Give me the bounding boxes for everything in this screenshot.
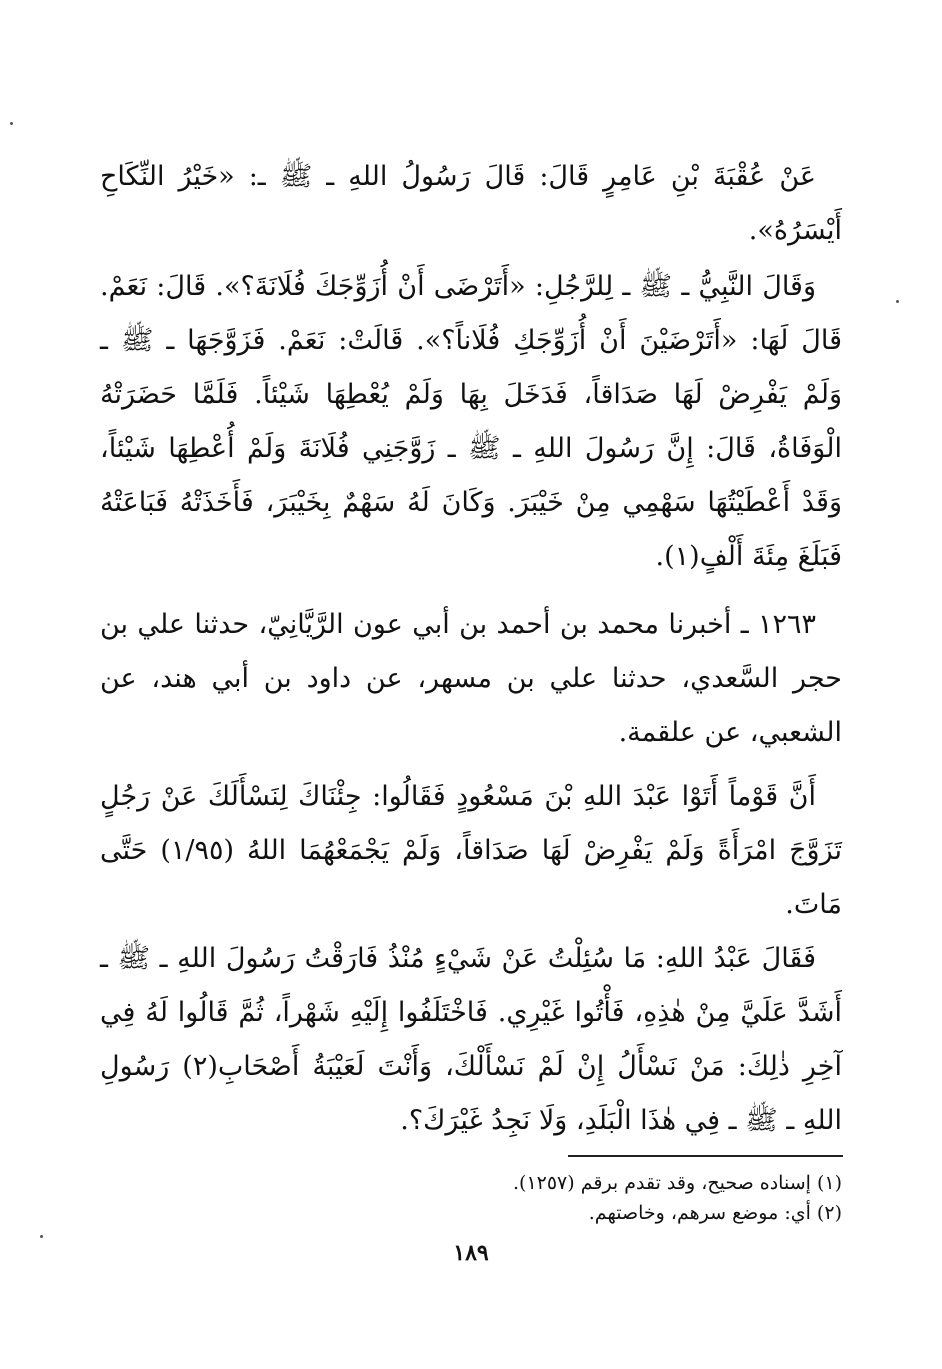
footnote-2: (٢) أي: موضع سرهم، وخاصتهم. [588, 1202, 842, 1224]
paragraph-abdullah-answer: فَقَالَ عَبْدُ اللهِ: مَا سُئِلْتُ عَنْ شَيْءٍ مُنْذُ فَارَقْتُ رَسُولَ اللهِ ـ ﷺ ـ أَشَدَّ عَلَيَّ مِنْ هٰذِهِ، فَأْتُوا غَيْرِي. فَاخْتَلَفُوا إِلَيْهِ شَهْراً، ثُمَّ قَالُوا لَهُ فِي آخِرِ ذٰلِكَ: مَنْ نَسْأَلُ إِنْ لَمْ نَسْأَلْكَ، وَأَنْتَ لَعَيْبَةُ أَصْحَابِ(٢) رَسُولِ اللهِ ـ ﷺ ـ فِي هٰذَا الْبَلَدِ، وَلَا نَجِدُ غَيْرَكَ؟. [100, 943, 843, 1136]
scan-speck [40, 1235, 43, 1238]
footnote-1: (١) إسناده صحيح، وقد تقدم برقم (١٢٥٧). [512, 1172, 842, 1194]
paragraph-prophet-marriage-story: وَقَالَ النَّبِيُّ ـ ﷺ ـ لِلرَّجُلِ: «أَتَرْضَى أَنْ أُزَوِّجَكَ فُلَانَةَ؟». قَالَ: نَعَمْ. قَالَ لَهَا: «أَتَرْضَيْنَ أَنْ أُزَوِّجَكِ فُلَاناً؟». قَالَتْ: نَعَمْ. فَزَوَّجَهَا ـ ﷺ ـ وَلَمْ يَفْرِضْ لَهَا صَدَاقاً، فَدَخَلَ بِهَا وَلَمْ يُعْطِهَا شَيْئاً. فَلَمَّا حَضَرَتْهُ الْوَفَاةُ، قَالَ: إِنَّ رَسُولَ اللهِ ـ ﷺ ـ زَوَّجَنِي فُلَانَةَ وَلَمْ أُعْطِهَا شَيْئاً، وَقَدْ أَعْطَيْتُهَا سَهْمِي مِنْ خَيْبَرَ. وَكَانَ لَهُ سَهْمٌ بِخَيْبَرَ، فَأَخَذَتْهُ فَبَاعَتْهُ فَبَلَغَ مِئَةَ أَلْفٍ(١). [100, 271, 842, 572]
page-number: ١٨٩ [453, 1240, 489, 1266]
paragraph-hadith-best-marriage: عَنْ عُقْبَةَ بْنِ عَامِرٍ قَالَ: قَالَ رَسُولُ اللهِ ـ ﷺ ـ: «خَيْرُ النِّكَاحِ أَيْسَرُهُ». [100, 161, 842, 246]
footnotes [100, 1168, 842, 1228]
paragraph-isnad-1263: ١٢٦٣ ـ أخبرنا محمد بن أحمد بن أبي عون الرَّيَّانِيّ، حدثنا علي بن حجر السَّعدي، حدثنا علي بن مسهر، عن داود بن أبي هند، عن الشعبي، عن علقمة. [100, 609, 842, 748]
footnote-separator [568, 1155, 843, 1157]
paragraph-ibn-masud-question: أَنَّ قَوْماً أَتَوْا عَبْدَ اللهِ بْنَ مَسْعُودٍ فَقَالُوا: جِئْنَاكَ لِنَسْأَلَكَ عَنْ رَجُلٍ تَزَوَّجَ امْرَأَةً وَلَمْ يَفْرِضْ لَهَا صَدَاقاً، وَلَمْ يَجْمَعْهُمَا اللهُ (١/٩٥) حَتَّى مَاتَ. [100, 781, 842, 920]
scan-speck [10, 122, 13, 125]
scan-speck [896, 300, 899, 303]
